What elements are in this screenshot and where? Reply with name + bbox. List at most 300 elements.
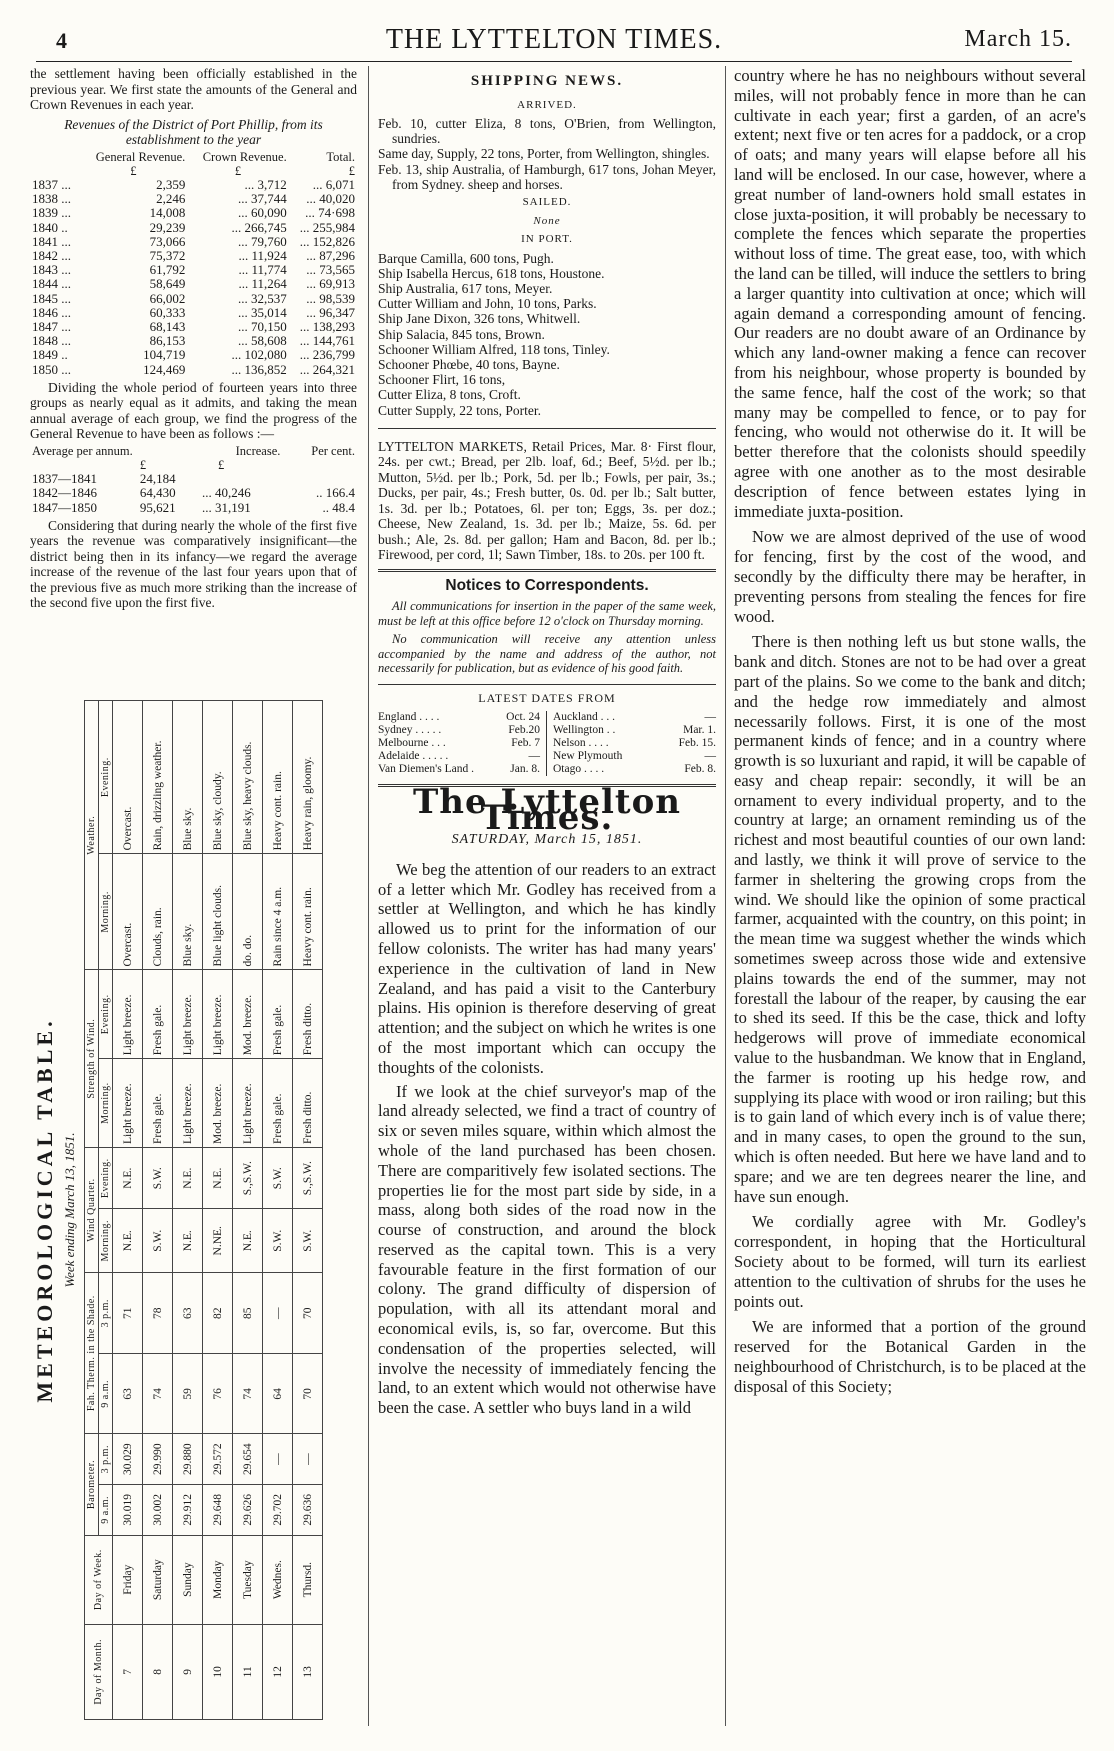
table-row xyxy=(30,263,357,277)
revenue-header-cell xyxy=(30,150,80,164)
table-row xyxy=(30,277,357,291)
table-cell: ... 98,539 xyxy=(306,290,355,306)
table-cell: 1841 ... xyxy=(32,233,71,249)
table-cell: 1840 .. xyxy=(32,219,68,235)
meteorological-table-area xyxy=(32,700,357,1720)
table-cell: 85 xyxy=(233,1273,263,1354)
table-cell: 66,002 xyxy=(149,290,186,306)
table-cell: ... 60,090 xyxy=(237,205,287,221)
table-cell: Blue sky, cloudy. xyxy=(203,701,233,854)
table-row xyxy=(30,192,357,206)
in-port-label: IN PORT. xyxy=(521,233,573,246)
table-cell: Clouds, rain. xyxy=(143,854,173,970)
table-cell: 30.002 xyxy=(143,1485,173,1536)
table-cell: ... 255,984 xyxy=(299,219,355,235)
table-cell: 29.880 xyxy=(173,1434,203,1485)
editorial-date: SATURDAY, March 15, 1851. xyxy=(451,832,643,848)
table-cell: 1845 ... xyxy=(32,290,71,306)
table-cell: 78 xyxy=(143,1273,173,1354)
latest-date-value: Feb.20 xyxy=(508,724,540,737)
met-table-body xyxy=(113,701,323,1720)
table-cell: N.E. xyxy=(233,1209,263,1273)
page-number: 4 xyxy=(56,28,67,53)
met-col-header: 9 a.m. xyxy=(99,1485,113,1536)
table-cell: ... 35,014 xyxy=(237,304,287,320)
table-cell: N.NE. xyxy=(203,1209,233,1273)
met-col-header: Evening. xyxy=(99,1148,113,1209)
table-cell: Rain since 4 a.m. xyxy=(263,854,293,970)
newspaper-title: THE LYTTELTON TIMES. xyxy=(385,24,723,55)
table-cell: ... 144,761 xyxy=(299,333,355,349)
table-cell: — xyxy=(293,1434,323,1485)
editorial-paragraph: If we look at the chief surveyor's map of the land already selected, we find a tract of country of six or seven miles square, within which almost the whole of the land purchased has been chosen. There are comparitively few isolated sections. The properties lie for the most part side by side, in a mass, along both sides of the road now in the course of construction, and around the block reserved as the capital town. This is a very favourable feature in the first formation of our colony. The grand difficulty of dispersion of population, with all its attendant moral and economical evils, is, so far, overcome. But this condensation of the properties selected, will involve the necessity of immediately fencing the land, to an extent which would not otherwise have been the case. A settler who buys land in a wild xyxy=(378,1081,716,1418)
table-row xyxy=(113,701,143,1720)
latest-date-row xyxy=(553,737,716,750)
latest-date-row xyxy=(553,711,716,724)
table-cell: 76 xyxy=(203,1354,233,1434)
in-port-item: Cutter Supply, 22 tons, Porter. xyxy=(378,402,542,418)
table-cell: Fresh gale. xyxy=(143,970,173,1059)
sailed-label: SAILED. xyxy=(522,196,572,209)
table-cell: ... 79,760 xyxy=(237,233,287,249)
table-cell: Overcast. xyxy=(113,854,143,970)
table-cell: Fresh ditto. xyxy=(293,1059,323,1148)
meteorological-subtitle: Week ending March 13, 1851. xyxy=(62,1132,77,1288)
table-cell: Fresh gale. xyxy=(263,1059,293,1148)
table-row xyxy=(203,701,233,1720)
table-cell: 75,372 xyxy=(149,247,186,263)
masthead xyxy=(36,22,1072,62)
table-cell: 29.912 xyxy=(173,1485,203,1536)
in-port-item: Cutter William and John, 10 tons, Parks. xyxy=(378,296,597,312)
table-cell: Blue sky. xyxy=(173,854,203,970)
meteorological-title: METEOROLOGICAL TABLE. xyxy=(32,1017,57,1403)
latest-date-value: Feb. 8. xyxy=(684,763,716,776)
table-cell: ... 3,712 xyxy=(244,176,287,192)
table-cell: ... 96,347 xyxy=(306,304,355,320)
table-cell: 70 xyxy=(293,1354,323,1434)
table-cell: Friday xyxy=(113,1535,143,1624)
table-cell: Light breeze. xyxy=(233,1059,263,1148)
arrived-item: Feb. 13, ship Australia, of Hamburgh, 617 tons, Johan Meyer, from Sydney. sheep and horses. xyxy=(378,161,716,192)
table-row xyxy=(30,306,357,320)
latest-date-value: — xyxy=(528,750,540,763)
table-cell: 29.636 xyxy=(293,1485,323,1536)
table-cell: ... 152,826 xyxy=(299,233,355,249)
latest-date-row xyxy=(553,724,716,737)
latest-date-row xyxy=(378,737,540,750)
table-cell: ... 40,246 xyxy=(201,485,251,501)
average-header-row xyxy=(30,444,357,458)
sailed-value: None xyxy=(533,214,561,227)
table-row xyxy=(30,472,357,486)
met-col-header: Morning. xyxy=(99,854,113,970)
table-cell: S.,S.W. xyxy=(233,1148,263,1209)
table-cell: ... 37,744 xyxy=(237,191,287,207)
table-cell: 68,143 xyxy=(149,318,186,334)
table-cell: 29.648 xyxy=(203,1485,233,1536)
latest-date-row xyxy=(553,763,716,776)
in-port-item: Ship Salacia, 845 tons, Brown. xyxy=(378,326,545,342)
met-group-header: Wind Quarter. xyxy=(85,1148,99,1273)
paper-name-heading: The Lyttelton Times. xyxy=(413,782,681,838)
table-cell: 71 xyxy=(113,1273,143,1354)
table-cell: Heavy cont. rain. xyxy=(293,854,323,970)
table-cell: Fresh gale. xyxy=(263,970,293,1059)
table-cell: 1842—1846 xyxy=(32,485,97,501)
table-cell: 8 xyxy=(143,1624,173,1719)
table-cell: 64,430 xyxy=(139,485,176,501)
table-cell: 124,469 xyxy=(143,361,186,377)
average-header-cell: Per cent. xyxy=(311,443,355,458)
table-cell: Light breeze. xyxy=(113,1059,143,1148)
table-cell: 2,246 xyxy=(156,191,186,207)
table-cell: 7 xyxy=(113,1624,143,1719)
in-port-list xyxy=(378,251,716,418)
table-cell: Sunday xyxy=(173,1535,203,1624)
table-cell: S.W. xyxy=(263,1148,293,1209)
table-cell: 30.019 xyxy=(113,1485,143,1536)
in-port-item: Schooner Phœbe, 40 tons, Bayne. xyxy=(378,356,560,372)
table-cell: 29.572 xyxy=(203,1434,233,1485)
latest-date-place: Van Diemen's Land . xyxy=(378,763,474,776)
table-row xyxy=(30,235,357,249)
table-cell xyxy=(282,472,357,486)
editorial-paragraph: country where he has no neighbours without several miles, will not probably fence in more than he can cultivate in each year; first a garden, of an acre's extent; next five or ten acres for a paddock, or a crop of oats; and many years will elapse before all his land will be enclosed. In our case, however, where a great number of land-owners hold small estates in close juxta-position, it will probably be necessary to complete the fences which separate the properties without loss of time. The great ease, too, with which the land can be tilled, will induce the settlers to bring a larger quantity into cultivation at once; which will again demand a corresponding amount of fencing. Our readers are no doubt aware of an Ordinance by which any land-owner making a fence can recover from his neighbour, whose property is bounded by the same fence, half the cost of the work; so that many may be compelled to fence, or to pay for fencing, who would not otherwise do it. It will be better therefore that the colonists should speedily agree with one another as to the most desirable description of fence between estates lying in immediate juxta-position. xyxy=(734,66,1086,521)
arrived-list xyxy=(378,116,716,192)
table-cell: ... 58,608 xyxy=(237,333,287,349)
latest-date-value: Feb. 7 xyxy=(511,737,540,750)
table-cell: N.E. xyxy=(113,1209,143,1273)
met-col-header: 3 p.m. xyxy=(99,1273,113,1354)
table-cell: Heavy rain, gloomy. xyxy=(293,701,323,854)
average-header-cell: Average per annum. xyxy=(32,443,133,458)
in-port-item: Ship Australia, 617 tons, Meyer. xyxy=(378,280,553,296)
column-1 xyxy=(30,66,357,613)
editorial-paragraph: There is then nothing left us but stone walls, the bank and ditch. Stones are not to be had over a great part of the plains. So we come to the bank and ditch; and the hedge row immediately and almost necessarily follows. First, it is one of the most permanent kinds of fence; and in a country where growth is so luxuriant and rapid, it will be capable of easy and cheap repair: secondly, it will be an ornament to every individual property, and to the country at large; an ornament reminding us of the richest and most beautiful counties of our own land: and lastly, we think it will prove of service to the farmer in sheltering the growing crops from the wind. We should like the opinion of some practical farmer, acquainted with the country, on this point; in the mean time wa suggest whether the winds which sometimes sweep across those wide and extensive plains towards the end of the summer, may not forestall the labour of the reaper, by causing the ear to shed its seed. If this be the case, thick and lofty hedgerows will prove of immediate economical value to the husbandman. We know that in England, the farmer is rooting up his hedge row, and supplying its place with wood or iron railing; but this is to gain land of which every inch is of value there; and in many cases, to open the ground to the sun, which is often needed. But here we have land and to spare; and we are ten degrees nearer the line, and have sun enough. xyxy=(734,632,1086,1206)
table-cell: Overcast. xyxy=(113,701,143,854)
table-cell: ... 40,020 xyxy=(306,191,355,207)
table-cell: 1849 .. xyxy=(32,347,68,363)
met-col-header: Day of Month. xyxy=(85,1624,113,1719)
table-cell: Tuesday xyxy=(233,1535,263,1624)
table-cell: 63 xyxy=(113,1354,143,1434)
average-table xyxy=(30,444,357,515)
table-cell: 24,184 xyxy=(139,471,176,487)
column-2 xyxy=(378,66,716,1422)
table-row xyxy=(173,701,203,1720)
latest-date-row xyxy=(378,724,540,737)
table-cell: 30.029 xyxy=(113,1434,143,1485)
table-cell: .. 48.4 xyxy=(322,499,355,515)
table-cell: 13 xyxy=(293,1624,323,1719)
table-cell: 1838 ... xyxy=(32,191,71,207)
table-cell: Wednes. xyxy=(263,1535,293,1624)
table-cell: ... 73,565 xyxy=(306,262,355,278)
table-cell: 59 xyxy=(173,1354,203,1434)
table-cell: ... 74·698 xyxy=(305,205,355,221)
column-3 xyxy=(734,66,1086,1399)
intro-paragraph: the settlement having been officially established in the previous year. We first state the amounts of the General and Crown Revenues in each year. xyxy=(30,66,357,112)
table-cell: 12 xyxy=(263,1624,293,1719)
table-cell: 10 xyxy=(203,1624,233,1719)
latest-dates-title: LATEST DATES FROM xyxy=(478,690,616,705)
average-header-cell: Increase. xyxy=(235,443,281,458)
revenue-table xyxy=(30,150,357,377)
editorial-paragraph: We beg the attention of our readers to an extract of a letter which Mr. Godley has received from a settler at Wellington, and which he has kindly allowed us to print for the information of our fellow colonists. The writer has had many years' experience in the cultivation of land in New Zealand, and has paid a visit to the Canterbury plains. His opinion is therefore deserving of great attention; and the subject on which he writes is one of the most important which can occupy the thoughts of the colonists. xyxy=(378,859,716,1077)
table-cell: N.E. xyxy=(203,1148,233,1209)
revenue-table-body xyxy=(30,178,357,377)
table-cell: 9 xyxy=(173,1624,203,1719)
latest-date-place: Auckland . . . xyxy=(553,711,615,724)
table-cell: Light breeze. xyxy=(113,970,143,1059)
met-col-header: Day of Week. xyxy=(85,1535,113,1624)
revenue-table-title: Revenues of the District of Port Phillip, from its establishment to the year xyxy=(64,116,323,147)
table-cell: 63 xyxy=(173,1273,203,1354)
divider xyxy=(378,684,716,685)
dividing-paragraph: Dividing the whole period of fourteen years into three groups as nearly equal as it admits, and taking the mean annual average of each group, we find the progress of the General Revenue to have been as follows :— xyxy=(30,379,357,442)
in-port-item: Ship Isabella Hercus, 618 tons, Houstone. xyxy=(378,265,605,281)
notices-title: Notices to Correspondents. xyxy=(445,576,649,594)
latest-date-place: Otago . . . . xyxy=(553,763,605,776)
table-cell: 61,792 xyxy=(149,262,186,278)
table-cell: Light breeze. xyxy=(203,970,233,1059)
table-cell: ... 102,080 xyxy=(231,347,287,363)
table-cell: 29,239 xyxy=(149,219,186,235)
met-group-header: Strength of Wind. xyxy=(85,970,99,1148)
table-cell: 1847—1850 xyxy=(32,499,97,515)
latest-date-value: Oct. 24 xyxy=(506,711,540,724)
table-cell: ... 264,321 xyxy=(299,361,355,377)
table-cell: 74 xyxy=(233,1354,263,1434)
met-group-header: Fah. Therm. in the Shade. xyxy=(85,1273,99,1434)
table-row xyxy=(30,486,357,500)
table-cell: 60,333 xyxy=(149,304,186,320)
table-cell: Blue sky, heavy clouds. xyxy=(233,701,263,854)
table-row xyxy=(30,292,357,306)
average-units-row xyxy=(30,458,357,472)
table-cell: Heavy cont. rain. xyxy=(263,701,293,854)
latest-date-place: Sydney . . . . . xyxy=(378,724,442,737)
table-cell: 29.626 xyxy=(233,1485,263,1536)
table-cell: N.E. xyxy=(113,1148,143,1209)
table-cell: Light breeze. xyxy=(173,1059,203,1148)
met-col-header: Evening. xyxy=(99,970,113,1059)
table-cell: N.E. xyxy=(173,1209,203,1273)
notice-paragraph: All communications for insertion in the paper of the same week, must be left at this office before 12 o'clock on Thursday morning. xyxy=(378,599,716,628)
revenue-unit-cell xyxy=(30,164,80,178)
latest-date-row xyxy=(378,763,540,776)
table-cell: Fresh gale. xyxy=(143,1059,173,1148)
average-unit-cell: £ xyxy=(139,457,147,472)
table-cell: ... 87,296 xyxy=(306,247,355,263)
latest-date-value: Jan. 8. xyxy=(510,763,540,776)
table-cell: S.W. xyxy=(143,1209,173,1273)
table-cell: Rain, drizzling weather. xyxy=(143,701,173,854)
met-col-header: Morning. xyxy=(99,1209,113,1273)
met-col-header: Evening. xyxy=(99,701,113,854)
in-port-item: Ship Jane Dixon, 326 tons, Whitwell. xyxy=(378,311,581,327)
table-cell: ... 31,191 xyxy=(201,499,251,515)
table-row xyxy=(30,363,357,377)
table-cell: Mod. breeze. xyxy=(203,1059,233,1148)
table-cell: 1844 ... xyxy=(32,276,71,292)
meteorological-table-rotated xyxy=(32,700,357,1720)
table-cell: Monday xyxy=(203,1535,233,1624)
revenue-units-row xyxy=(30,164,357,178)
table-cell: ... 11,924 xyxy=(238,247,287,263)
table-row xyxy=(293,701,323,1720)
latest-date-value: — xyxy=(704,750,716,763)
revenue-unit-cell: £ xyxy=(234,163,242,178)
issue-date: March 15. xyxy=(964,26,1072,52)
table-cell: ... 11,264 xyxy=(238,276,287,292)
table-cell: N.E. xyxy=(173,1148,203,1209)
latest-date-row xyxy=(378,711,540,724)
table-cell: ... 70,150 xyxy=(237,318,287,334)
table-cell: Light breeze. xyxy=(173,970,203,1059)
editorial-paragraph: We cordially agree with Mr. Godley's correspondent, in hoping that the Horticultural Society about to be formed, will turn its earliest attention to the cultivation of shrubs for the uses he points out. xyxy=(734,1212,1086,1311)
average-unit-cell xyxy=(282,458,357,472)
table-row xyxy=(30,334,357,348)
editorial-paragraph: Now we are almost deprived of the use of wood for fencing, first by the cost of the wood, and secondly by the difficulty there may be herafter, in preventing persons from stealing the fences for fire wood. xyxy=(734,527,1086,626)
table-cell: ... 236,799 xyxy=(299,347,355,363)
table-cell: Blue light clouds. xyxy=(203,854,233,970)
table-cell: S.W. xyxy=(263,1209,293,1273)
column-rule xyxy=(368,66,369,1726)
table-cell xyxy=(200,472,282,486)
table-cell: 1848 ... xyxy=(32,333,71,349)
table-cell: Fresh ditto. xyxy=(293,970,323,1059)
table-cell: ... 69,913 xyxy=(306,276,355,292)
table-cell: ... 266,745 xyxy=(231,219,287,235)
table-row xyxy=(30,249,357,263)
table-cell: ... 6,071 xyxy=(312,176,355,192)
revenue-header-cell: General Revenue. xyxy=(95,149,186,164)
in-port-item: Cutter Eliza, 8 tons, Croft. xyxy=(378,387,521,403)
table-cell: 2,359 xyxy=(156,176,186,192)
latest-date-value: Feb. 15. xyxy=(678,737,716,750)
latest-date-place: New Plymouth xyxy=(553,750,623,763)
table-row xyxy=(30,320,357,334)
arrived-item: Feb. 10, cutter Eliza, 8 tons, O'Brien, from Wellington, sundries. xyxy=(378,116,716,147)
table-cell: 29.990 xyxy=(143,1434,173,1485)
revenue-header-cell: Crown Revenue. xyxy=(202,149,287,164)
table-row xyxy=(30,348,357,362)
meteorological-table xyxy=(84,700,323,1720)
column-rule xyxy=(725,66,726,1726)
met-group-header-row xyxy=(85,701,99,1720)
table-cell: ... 11,774 xyxy=(238,262,287,278)
latest-date-value: — xyxy=(704,711,716,724)
table-row xyxy=(143,701,173,1720)
table-row xyxy=(30,178,357,192)
table-cell: 95,621 xyxy=(139,499,176,515)
latest-date-row xyxy=(553,750,716,763)
revenue-unit-cell: £ xyxy=(130,163,137,178)
table-cell: Thursd. xyxy=(293,1535,323,1624)
markets-paragraph: LYTTELTON MARKETS, Retail Prices, Mar. 8· First flour, 24s. per cwt.; Bread, per 2lb. loaf, 6d.; Beef, 5½d. per lb.; Mutton, 5½d. per lb.; Pork, 5d. per lb.; Fowls, per pair, 3s.; Ducks, per pair, 4s.; Fresh butter, 0s. 0d. per lb.; Salt butter, 1s. 3d. per lb.; Potatoes, 6l. per ton; Eggs, 3s. per doz.; Cheese, New Zealand, 1s. 3d. per lb.; Maize, 5s. 6d. per bush.; Ale, 2s. 8d. per gallon; Ham and Bacon, 8d. per lb.; Firewood, per cord, 1l; Sawn Timber, 18s. to 20s. per 100 ft. xyxy=(378,438,716,563)
latest-dates-grid xyxy=(378,711,716,776)
table-cell: 1846 ... xyxy=(32,304,71,320)
average-unit-cell: £ xyxy=(217,457,225,472)
table-cell: 1843 ... xyxy=(32,262,71,278)
editorial-paragraph: We are informed that a portion of the ground reserved for the Botanical Garden in the neighbourhood of Christchurch, is to be placed at the disposal of this Society; xyxy=(734,1317,1086,1396)
arrived-label: ARRIVED. xyxy=(517,98,577,111)
met-col-header: 9 a.m. xyxy=(99,1354,113,1434)
table-cell: 86,153 xyxy=(149,333,186,349)
table-cell: ... 138,293 xyxy=(299,318,355,334)
table-row xyxy=(30,501,357,515)
table-cell: 1847 ... xyxy=(32,318,71,334)
table-cell: ... 136,852 xyxy=(231,361,287,377)
latest-date-row xyxy=(378,750,540,763)
notice-paragraph: No communication will receive any attention unless accompanied by the name and address of the author, not necessarily for publication, but as evidence of his good faith. xyxy=(378,632,716,676)
table-cell: 11 xyxy=(233,1624,263,1719)
shipping-news-title: SHIPPING NEWS. xyxy=(470,73,624,89)
in-port-item: Schooner Flirt, 16 tons, xyxy=(378,372,506,388)
table-cell: 1837 ... xyxy=(32,176,71,192)
table-cell: S.W. xyxy=(143,1148,173,1209)
revenue-unit-cell: £ xyxy=(348,163,355,178)
editorial-body xyxy=(378,860,716,1418)
average-table-body xyxy=(30,472,357,515)
table-cell: Saturday xyxy=(143,1535,173,1624)
revenue-header-cell: Total. xyxy=(326,149,355,164)
table-cell: S.,S.W. xyxy=(293,1148,323,1209)
table-cell: 64 xyxy=(263,1354,293,1434)
met-group-header: Weather. xyxy=(85,701,99,970)
table-cell: 1850 ... xyxy=(32,361,71,377)
table-cell: 14,008 xyxy=(149,205,186,221)
table-row xyxy=(263,701,293,1720)
met-group-header: Barometer. xyxy=(85,1434,99,1535)
latest-dates-left xyxy=(378,711,547,776)
latest-dates-right xyxy=(547,711,716,776)
latest-date-place: Melbourne . . . xyxy=(378,737,446,750)
latest-date-place: Adelaide . . . . . xyxy=(378,750,449,763)
in-port-item: Schooner William Alfred, 118 tons, Tinley. xyxy=(378,341,610,357)
revenue-header-row xyxy=(30,150,357,164)
latest-date-place: England . . . . xyxy=(378,711,440,724)
divider xyxy=(378,569,716,572)
table-cell: 1837—1841 xyxy=(32,471,97,487)
table-cell: Blue sky. xyxy=(173,701,203,854)
table-cell: 74 xyxy=(143,1354,173,1434)
table-cell: 73,066 xyxy=(149,233,186,249)
table-cell: 29.654 xyxy=(233,1434,263,1485)
table-cell: — xyxy=(263,1434,293,1485)
divider xyxy=(378,428,716,429)
met-col-header: 3 p.m. xyxy=(99,1434,113,1485)
table-cell: 29.702 xyxy=(263,1485,293,1536)
table-row xyxy=(233,701,263,1720)
table-cell: 82 xyxy=(203,1273,233,1354)
latest-date-place: Wellington . . xyxy=(553,724,616,737)
table-cell: — xyxy=(263,1273,293,1354)
considering-paragraph: Considering that during nearly the whole of the first five years the revenue was comparatively insignificant—the district being then in its infancy—we regard the average increase of the revenue of the last four years upon that of the previous five as much more striking than the increase of the second five upon the first five. xyxy=(30,517,357,611)
latest-date-place: Nelson . . . . xyxy=(553,737,609,750)
latest-date-value: Mar. 1. xyxy=(683,724,716,737)
table-cell: .. 166.4 xyxy=(316,485,355,501)
table-cell: 1839 ... xyxy=(32,205,71,221)
in-port-item: Barque Camilla, 600 tons, Pugh. xyxy=(378,250,554,266)
arrived-item: Same day, Supply, 22 tons, Porter, from Wellington, shingles. xyxy=(378,146,710,162)
table-cell: S.W. xyxy=(293,1209,323,1273)
met-col-header: Morning. xyxy=(99,1059,113,1148)
table-row xyxy=(30,221,357,235)
table-cell: 104,719 xyxy=(143,347,186,363)
